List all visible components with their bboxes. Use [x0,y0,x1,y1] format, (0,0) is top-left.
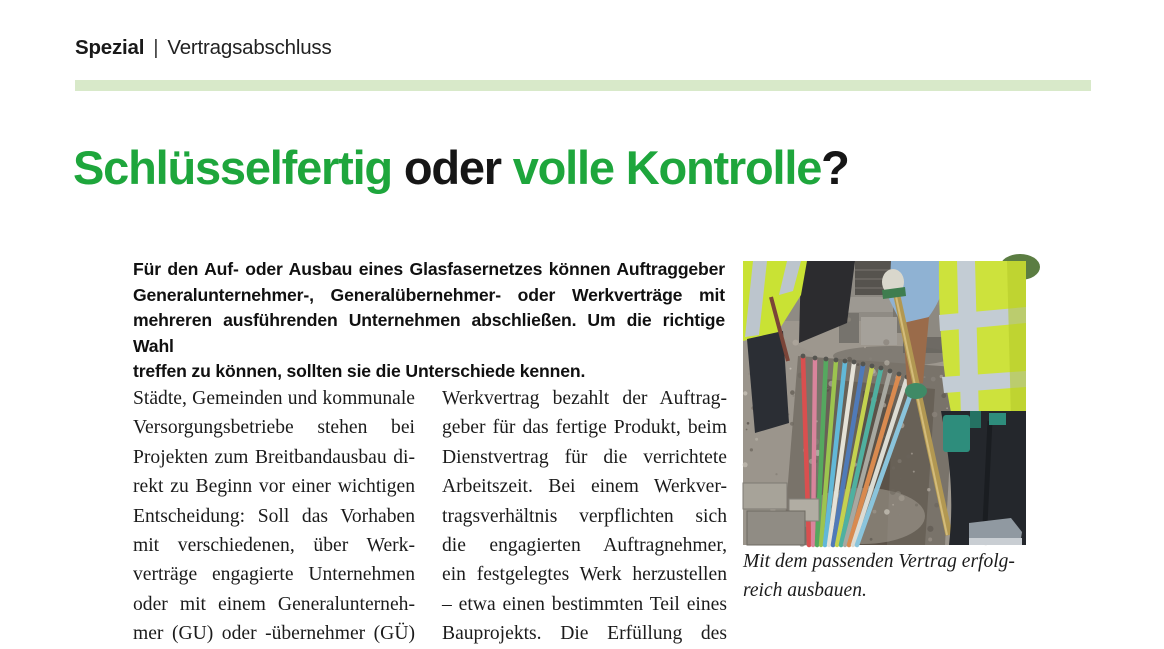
text-line: die engagierten Auftragnehmer, [442,535,727,557]
text-line: ein festgelegtes Werk herzustellen [442,564,727,586]
text-line: mer (GU) oder -übernehmer (GÜ) [133,623,415,645]
body-column-1 [133,384,415,645]
title-question-mark: ? [821,141,849,194]
kicker-separator: | [153,36,159,59]
title-segment-green-1: Schlüsselfertig [73,141,404,194]
article-lead [133,257,725,385]
kicker-section-label: Spezial [75,36,145,59]
text-line: Mit dem passenden Vertrag erfolg- [743,551,1015,572]
text-line: Städte, Gemeinden und kommunale [133,388,415,409]
text-line: mehreren ausführenden Unternehmen abschließen. Um die richtige Wahl [133,310,725,356]
text-line: oder mit einem Generalunterneh- [133,593,415,615]
text-line: Generalunternehmer-, Generalübernehmer- oder Werkverträge mit [133,284,725,305]
kicker [75,36,332,60]
text-line: Für den Auf- oder Ausbau eines Glasfasernetzes können Auftraggeber [133,259,725,279]
text-line: verträge engagierte Unternehmen [133,564,415,586]
text-line: Versorgungsbetriebe stehen bei [133,417,415,439]
text-line: Entscheidung: Soll das Vorhaben [133,505,415,527]
photo-illustration [743,261,1026,545]
text-line: Bauprojekts. Die Erfüllung des [442,623,727,645]
text-line: Dienstvertrag für die verrichtete [442,446,727,468]
text-line: – etwa einen bestimmten Teil eines [442,593,727,615]
text-line: Arbeitszeit. Bei einem Werkver- [442,476,727,498]
title-segment-green-2: volle Kontrolle [512,141,822,194]
body-column-2 [442,384,727,645]
text-line: geber für das fertige Produkt, beim [442,417,727,439]
text-line: reich ausbauen. [743,579,867,601]
article-title [73,141,1083,195]
kicker-topic-label: Vertragsabschluss [167,36,332,59]
title-segment-black-1: oder [403,141,513,194]
text-line: rekt zu Beginn vor einer wichtigen [133,476,415,498]
text-line: tragsverhältnis verpflichten sich [442,505,727,527]
text-line: mit verschiedenen, über Werk- [133,535,415,557]
text-line: treffen zu können, sollten sie die Unterschiede kennen. [133,361,586,382]
article-photo [743,261,1026,545]
text-line: Werkvertrag bezahlt der Auftrag- [442,388,727,409]
section-rule [75,80,1091,91]
text-line: Projekten zum Breitbandausbau di- [133,446,415,468]
photo-caption [743,548,1053,605]
